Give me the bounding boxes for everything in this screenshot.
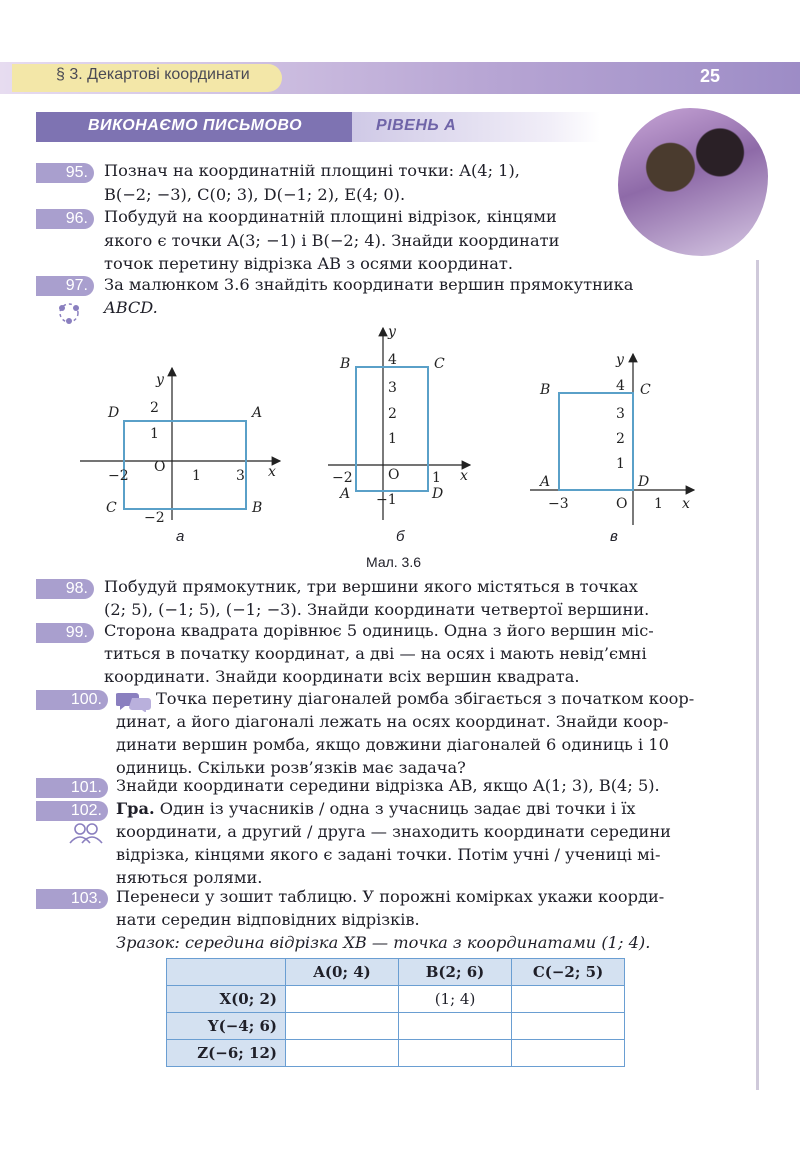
svg-text:3: 3 (616, 406, 625, 422)
speech-bubbles-icon (116, 690, 152, 712)
svg-text:1: 1 (192, 468, 201, 484)
svg-text:1: 1 (654, 496, 663, 512)
svg-text:C: C (640, 382, 651, 398)
task-number: 101. (36, 778, 108, 798)
svg-text:3: 3 (388, 380, 397, 396)
svg-text:−2: −2 (332, 470, 353, 486)
table-cell (286, 1013, 399, 1040)
table-cell (399, 1040, 512, 1067)
midpoint-table (166, 958, 625, 1067)
task-number: 102. (36, 801, 108, 821)
task-100-line: Точка перетину діагоналей ромба збігається з початком коор- (156, 689, 695, 708)
svg-text:O: O (154, 459, 166, 475)
task-102-line: координати, а другий / друга — знаходить координати середини (116, 822, 671, 841)
svg-text:O: O (388, 467, 400, 483)
task-number: 96. (36, 209, 94, 229)
panel-b (328, 324, 470, 520)
svg-text:D: D (638, 474, 650, 490)
banner-level: РІВЕНЬ А (376, 117, 457, 134)
table-cell (399, 1013, 512, 1040)
svg-text:B: B (340, 356, 351, 372)
students-photo (618, 108, 768, 256)
svg-text:2: 2 (388, 406, 397, 422)
table-cell (512, 1040, 625, 1067)
svg-text:1: 1 (432, 470, 441, 486)
figure-caption: Мал. 3.6 (366, 554, 422, 570)
svg-text:B: B (252, 500, 263, 516)
task-101-line: Знайди координати середини відрізка AB, якщо A(1; 3), B(4; 5). (116, 776, 660, 795)
task-100-line: динат, а його діагоналі лежать на осях координат. Знайди коор- (116, 712, 669, 731)
table-row (167, 1013, 625, 1040)
task-98-line: Побудуй прямокутник, три вершини якого містяться в точках (104, 577, 638, 596)
task-97-line: За малюнком 3.6 знайдіть координати вершин прямокутника (104, 275, 634, 294)
svg-text:4: 4 (616, 378, 625, 394)
section-title: § 3. Декартові координати (56, 66, 250, 83)
task-number: 99. (36, 623, 94, 643)
svg-text:D: D (432, 486, 444, 502)
svg-text:x: x (460, 468, 468, 484)
task-99-line: титься в початку координат, а дві — на осях і мають невід’ємні (104, 644, 647, 663)
table-col-header: A(0; 4) (286, 959, 399, 986)
svg-text:A: A (540, 474, 551, 490)
svg-text:O: O (616, 496, 628, 512)
table-col-header: B(2; 6) (399, 959, 512, 986)
svg-text:4: 4 (388, 352, 397, 368)
table-header-row (167, 959, 625, 986)
svg-text:3: 3 (236, 468, 245, 484)
task-97-line: ABCD. (104, 298, 158, 317)
svg-text:C: C (434, 356, 445, 372)
svg-text:x: x (268, 464, 276, 480)
task-103-line: Перенеси у зошит таблицю. У порожні комірках укажи коорди- (116, 887, 665, 906)
table-cell: (1; 4) (399, 986, 512, 1013)
task-100-line: динати вершин ромба, якщо довжини діагоналей 6 одиниць і 10 (116, 735, 669, 754)
table-cell (512, 1013, 625, 1040)
table-row-header: X(0; 2) (167, 986, 286, 1013)
panel-label: в (610, 528, 618, 545)
table-row-header: Y(−4; 6) (167, 1013, 286, 1040)
table-row-header: Z(−6; 12) (167, 1040, 286, 1067)
svg-text:1: 1 (150, 426, 159, 442)
task-103-example: Зразок: середина відрізка XB — точка з координатами (1; 4). (116, 933, 651, 952)
task-102-line: Один із учасників / одна з учасниць задає дві точки і їх (154, 799, 636, 818)
panel-label: б (396, 528, 405, 545)
svg-text:y: y (156, 372, 164, 388)
task-103-line: нати середин відповідних відрізків. (116, 910, 420, 929)
task-98-line: (2; 5), (−1; 5), (−1; −3). Знайди координати четвертої вершини. (104, 600, 650, 619)
svg-text:−1: −1 (376, 492, 397, 508)
panel-a (80, 368, 280, 526)
svg-text:−2: −2 (144, 510, 165, 526)
task-99-line: Сторона квадрата дорівнює 5 одиниць. Одна з його вершин міс- (104, 621, 654, 640)
task-102-line: відрізка, кінцями якого є задані точки. Потім учні / учениці мі- (116, 845, 661, 864)
svg-text:B: B (540, 382, 551, 398)
svg-text:2: 2 (616, 431, 625, 447)
svg-text:1: 1 (616, 456, 625, 472)
table-row (167, 1040, 625, 1067)
panel-c (530, 352, 694, 525)
task-96-line: Побудуй на координатній площині відрізок, кінцями (104, 207, 557, 226)
svg-text:−2: −2 (108, 468, 129, 484)
task-102-line: няються ролями. (116, 868, 263, 887)
svg-text:C: C (106, 500, 117, 516)
pair-work-icon (68, 822, 104, 844)
task-number: 103. (36, 889, 108, 909)
table-cell (286, 986, 399, 1013)
figure-3-6 (70, 320, 760, 580)
task-96-line: точок перетину відрізка AB з осями координат. (104, 254, 513, 273)
table-cell (512, 986, 625, 1013)
svg-text:x: x (682, 496, 690, 512)
panel-label: а (176, 528, 185, 545)
page-number: 25 (700, 66, 721, 86)
task-number: 98. (36, 579, 94, 599)
table-col-header: C(−2; 5) (512, 959, 625, 986)
svg-text:1: 1 (388, 431, 397, 447)
svg-text:−3: −3 (548, 496, 569, 512)
task-number: 97. (36, 276, 94, 296)
svg-text:D: D (108, 405, 120, 421)
task-102-bold: Гра. (116, 799, 155, 818)
task-95-line: B(−2; −3), C(0; 3), D(−1; 2), E(4; 0). (104, 185, 406, 204)
svg-text:2: 2 (150, 400, 159, 416)
table-corner (167, 959, 286, 986)
table-row (167, 986, 625, 1013)
svg-text:A: A (340, 486, 351, 502)
svg-text:y: y (388, 324, 396, 340)
table-cell (286, 1040, 399, 1067)
task-number: 100. (36, 690, 108, 710)
banner-title: ВИКОНАЄМО ПИСЬМОВО (88, 117, 303, 134)
svg-text:A: A (252, 405, 263, 421)
task-number: 95. (36, 163, 94, 183)
svg-text:y: y (616, 352, 624, 368)
task-95-line: Познач на координатній площині точки: A(4; 1), (104, 161, 520, 180)
task-100-line: одиниць. Скільки розв’язків має задача? (116, 758, 466, 777)
task-96-line: якого є точки A(3; −1) і B(−2; 4). Знайди координати (104, 231, 560, 250)
task-99-line: координати. Знайди координати всіх вершин квадрата. (104, 667, 580, 686)
